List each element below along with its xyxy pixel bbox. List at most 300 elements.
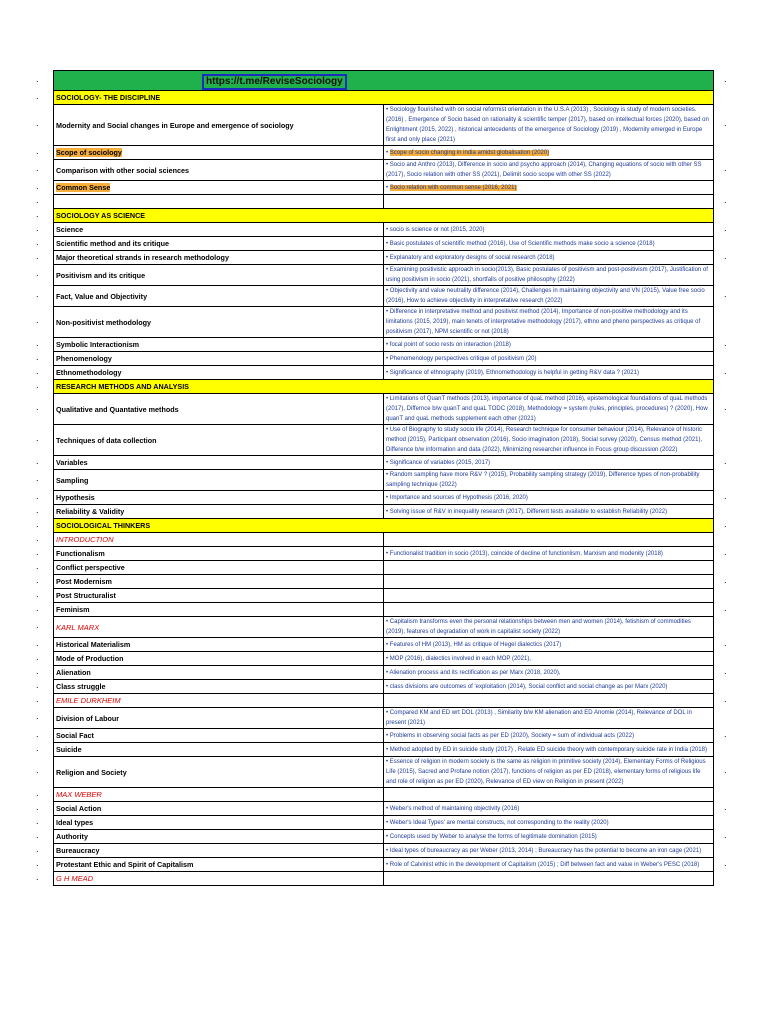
topic-name — [54, 160, 384, 181]
bullet-icon: • — [386, 309, 390, 315]
topic-label: Mode of Production — [56, 654, 124, 663]
question-list — [384, 858, 714, 872]
margin-dot: . — [724, 693, 727, 704]
bullet-icon: • — [386, 759, 390, 765]
topic-name — [54, 844, 384, 858]
question-text: Solving issue of R&V in inequality research (2017), Different tests available to establish Reliability (2022) — [389, 508, 668, 515]
margin-dot: . — [36, 871, 39, 882]
topic-label: Comparison with other social sciences — [56, 165, 190, 175]
question-list — [384, 666, 714, 680]
bullet-icon: • — [386, 819, 390, 826]
margin-dot: . — [724, 801, 727, 812]
topic-name — [54, 105, 384, 146]
bullet-icon: • — [386, 162, 390, 168]
topic-row-techniques-of-data-collection — [54, 425, 714, 456]
question-list — [384, 830, 714, 844]
topic-name — [54, 802, 384, 816]
topic-label: Post Modernism — [56, 577, 112, 586]
question-text: Use of Biography to study socio life (2014), Research technique for consumer behaviour (2014), Relevance of historic method (2015), Participant observation (2016), Socio imagination (2018), Social survey (2020), Census method (2021), Difference b/w information and data (2022), Minimizing researcher influence in Focus group discussion (2022) — [386, 427, 703, 453]
topic-name — [54, 666, 384, 680]
margin-dot: . — [36, 651, 39, 662]
question-text: Capitalism transforms even the personal relationships between men and women (2014), fetishism of commodities (2019), features of degradation of work in capitalist society (2022) — [386, 619, 691, 635]
margin-dot: . — [36, 693, 39, 704]
bullet-icon: • — [386, 861, 390, 868]
bullet-icon: • — [386, 669, 390, 676]
margin-dot: . — [724, 490, 727, 501]
topic-label: Ethnomethodology — [56, 368, 122, 377]
margin-dot: . — [36, 180, 39, 191]
margin-dot: . — [36, 402, 39, 412]
margin-dot: . — [724, 455, 727, 466]
question-list — [384, 872, 714, 886]
thinker-row-introduction — [54, 533, 714, 547]
margin-dot: . — [36, 665, 39, 676]
margin-dot: . — [36, 268, 39, 278]
topic-name — [54, 265, 384, 286]
margin-dot: . — [36, 711, 39, 721]
margin-dot: . — [36, 473, 39, 483]
margin-dot: . — [724, 518, 727, 529]
topic-row-alienation — [54, 666, 714, 680]
margin-dot: . — [36, 574, 39, 585]
topic-name — [54, 816, 384, 830]
topic-row-religion-and-society — [54, 757, 714, 788]
question-list — [384, 788, 714, 802]
margin-dot: . — [724, 546, 727, 557]
topic-label: MAX WEBER — [56, 790, 102, 799]
question-list — [384, 456, 714, 470]
topic-label: Sampling — [56, 475, 89, 485]
margin-dot: . — [36, 829, 39, 840]
bullet-icon: • — [386, 427, 390, 433]
topic-name — [54, 307, 384, 338]
thinker-name — [54, 872, 384, 886]
question-text: Phenomenology perspectives critique of positivism (20) — [389, 355, 537, 362]
bullet-icon: • — [386, 288, 390, 294]
topic-label: Functionalism — [56, 549, 105, 558]
topic-name — [54, 394, 384, 425]
question-list — [384, 589, 714, 603]
margin-dot: . — [36, 73, 39, 84]
bullet-icon: • — [386, 833, 390, 840]
topic-row-post-structuralist — [54, 589, 714, 603]
bullet-icon: • — [386, 732, 390, 739]
topic-row-qualitative-and-quantative-methods — [54, 394, 714, 425]
margin-dot: . — [724, 337, 727, 348]
margin-dot: . — [724, 163, 727, 173]
margin-dot: . — [724, 637, 727, 648]
topic-name — [54, 652, 384, 666]
bullet-icon: • — [386, 184, 390, 191]
topic-label: Qualitative and Quantative methods — [56, 404, 179, 414]
bullet-icon: • — [386, 655, 390, 662]
question-list — [384, 146, 714, 160]
margin-dot: . — [724, 402, 727, 412]
question-text: Examining positivistic approach in socio(2013), Basic postulates of positivism and post-positivism (2017), Justification of using positivism in socio (2021), shortfalls of positive philosophy (2022) — [386, 267, 708, 283]
margin-dot: . — [36, 801, 39, 812]
question-list — [384, 802, 714, 816]
bullet-icon: • — [386, 459, 390, 466]
question-text: Objectivity and value neutrality difference (2014), Challenges in maintaining objectivity and VN (2015), Value free socio (2016), How to achieve objectivity in interpretative research (2022) — [386, 288, 705, 304]
topic-label: EMILE DURKHEIM — [56, 696, 121, 705]
question-text: Significance of ethnography (2019), Ethnomethodology is helpful in getting R&V data ? (2021) — [389, 369, 639, 376]
question-list — [384, 844, 714, 858]
topic-label: Conflict perspective — [56, 563, 125, 572]
margin-dot: . — [36, 518, 39, 529]
section-title: RESEARCH METHODS AND ANALYSIS — [54, 380, 714, 394]
topic-label: Division of Labour — [56, 713, 120, 723]
topic-row-conflict-perspective — [54, 561, 714, 575]
topic-row-scope-of-sociology — [54, 146, 714, 160]
topic-name — [54, 223, 384, 237]
topic-row-social-action — [54, 802, 714, 816]
topic-name — [54, 352, 384, 366]
bullet-icon: • — [386, 619, 390, 625]
topic-label: Authority — [56, 832, 88, 841]
question-text: Alienation process and its rectification as per Marx (2018, 2020), — [389, 669, 561, 676]
topic-label: Modernity and Social changes in Europe and emergence of sociology — [56, 120, 294, 130]
margin-dot: . — [36, 504, 39, 515]
question-list — [384, 394, 714, 425]
bullet-icon: • — [386, 149, 390, 156]
topic-row-ethnomethodology — [54, 366, 714, 380]
topic-label: Techniques of data collection — [56, 435, 157, 445]
question-text: Sociology flourished with on social reformist orientation in the U.S.A (2013) , Sociology is study of modern societies. (2016) , Emergence of Socio based on rationality & scientific temper (2017), based on intellectual forces (2020), based on Enlightment (2015, 2022) , historical antecedents of the emergence of Sociology (2019) , Modernity emerged in Europe first and only place (2021) — [386, 107, 709, 143]
margin-dot: . — [36, 602, 39, 613]
topic-label: INTRODUCTION — [56, 535, 114, 544]
margin-dot: . — [36, 728, 39, 739]
question-list — [384, 425, 714, 456]
question-list — [384, 638, 714, 652]
question-list — [384, 575, 714, 589]
topic-label: Social Fact — [56, 731, 94, 740]
topic-name — [54, 456, 384, 470]
question-text: socio is science or not (2015, 2020) — [389, 226, 485, 233]
question-text: Functionalist tradition in socio (2013), coincide of decline of functionlism, Marxism and modenity (2018) — [389, 550, 663, 557]
margin-dot: . — [36, 433, 39, 443]
margin-dot: . — [36, 679, 39, 690]
question-text: Limitations of QuanT methods (2013), importance of quaL method (2016), epistemological foundations of quaL methods (2017), Differnce b/w quanT and quaL TODC (2018), Methodology = system (rules, principles, procedures) ? (2020), How quanT and quaL methods supplement each other (2021) — [386, 396, 708, 422]
margin-dot: . — [724, 602, 727, 613]
topic-row-common-sense — [54, 181, 714, 195]
topic-row-protestant-ethic-and-spirit-of-capitalism — [54, 858, 714, 872]
section-header — [54, 380, 714, 394]
topic-row-post-modernism — [54, 575, 714, 589]
question-list — [384, 265, 714, 286]
topic-label: Scope of sociology — [56, 148, 122, 157]
thinker-name — [54, 617, 384, 638]
bullet-icon: • — [386, 472, 390, 478]
margin-dot: . — [724, 665, 727, 676]
topic-name — [54, 589, 384, 603]
topic-row-authority — [54, 830, 714, 844]
question-list — [384, 160, 714, 181]
bullet-icon: • — [386, 847, 390, 854]
margin-dot: . — [724, 765, 727, 775]
section-title: SOCIOLOGY AS SCIENCE — [54, 209, 714, 223]
margin-dot: . — [36, 194, 39, 205]
topic-name — [54, 638, 384, 652]
topic-label: Non-positivist methodology — [56, 317, 152, 327]
topic-row-comparison-with-other-social-sciences — [54, 160, 714, 181]
question-list — [384, 251, 714, 265]
margin-dot: . — [36, 637, 39, 648]
margin-dot: . — [36, 815, 39, 826]
topic-label: Symbolic Interactionism — [56, 340, 140, 349]
question-text: Socio relation with common sense (2016, 2021) — [389, 184, 517, 191]
topic-row-sampling — [54, 470, 714, 491]
topic-name — [54, 680, 384, 694]
topic-row-functionalism — [54, 547, 714, 561]
question-text: Ideal types of bureaucracy as per Weber (2013, 2014) ; Bureaucracy has the potential to become an iron cage (2021) — [389, 847, 702, 854]
question-list — [384, 338, 714, 352]
topic-name — [54, 757, 384, 788]
topic-label: Variables — [56, 458, 88, 467]
topic-label: Scientific method and its critique — [56, 239, 170, 248]
topic-row-historical-materialism — [54, 638, 714, 652]
topic-row-symbolic-interactionism — [54, 338, 714, 352]
topic-label: G H MEAD — [56, 874, 94, 883]
topic-row-reliability-validity — [54, 505, 714, 519]
topic-label: Religion and Society — [56, 767, 127, 777]
bullet-icon: • — [386, 369, 390, 376]
bullet-icon: • — [386, 267, 390, 273]
bullet-icon: • — [386, 508, 390, 515]
topic-label: Bureaucracy — [56, 846, 100, 855]
question-list — [384, 694, 714, 708]
margin-dot: . — [36, 315, 39, 325]
question-text: focal point of socio rests on interaction (2018) — [389, 341, 511, 348]
bullet-icon: • — [386, 341, 390, 348]
question-text: MOP (2016), dialectics involved in each MOP (2021), — [389, 655, 531, 662]
bullet-icon: • — [386, 107, 390, 113]
topic-name — [54, 561, 384, 575]
topic-name — [54, 181, 384, 195]
section-title: SOCIOLOGICAL THINKERS — [54, 519, 714, 533]
topic-row-phenomenology — [54, 352, 714, 366]
question-list — [384, 757, 714, 788]
topic-row-class-struggle — [54, 680, 714, 694]
topic-name — [54, 858, 384, 872]
margin-dot: . — [724, 289, 727, 299]
question-text: class divisions are outcomes of 'exploitation (2014), Social conflict and social change as per Marx (2020) — [389, 683, 668, 690]
syllabus-table — [53, 70, 714, 886]
margin-dot: . — [36, 208, 39, 219]
margin-dot: . — [724, 365, 727, 376]
margin-dot: . — [36, 118, 39, 128]
thinker-row-emile-durkheim — [54, 694, 714, 708]
bullet-icon: • — [386, 710, 390, 716]
section-header — [54, 91, 714, 105]
question-list — [384, 652, 714, 666]
topic-row-modernity-and-social-changes-in-europe-and-emergence-of-sociology — [54, 105, 714, 146]
question-list — [384, 617, 714, 638]
question-text: Problems in observing social facts as per ED (2020), Society = sum of individual acts (2022) — [389, 732, 635, 739]
margin-dot: . — [36, 163, 39, 173]
margin-dot: . — [36, 337, 39, 348]
question-list — [384, 547, 714, 561]
bullet-icon: • — [386, 240, 390, 247]
margin-dot: . — [36, 365, 39, 376]
topic-row-mode-of-production — [54, 652, 714, 666]
question-list — [384, 603, 714, 617]
topic-row-social-fact — [54, 729, 714, 743]
topic-label: Social Action — [56, 804, 102, 813]
question-text: Importance and sources of Hypothesis (2016, 2020) — [389, 494, 528, 501]
question-text: Compared KM and ED wrt DOL (2013) , Similarity b/w KM alienation and ED Anomie (2014), Relevance of DOL in present (2021) — [386, 710, 692, 726]
topic-name — [54, 575, 384, 589]
question-text: Weber's method of maintaining objectivity (2016) — [389, 805, 520, 812]
topic-name — [54, 729, 384, 743]
topic-row-fact-value-and-objectivity — [54, 286, 714, 307]
bullet-icon: • — [386, 683, 390, 690]
bullet-icon: • — [386, 494, 390, 501]
topic-row-division-of-labour — [54, 708, 714, 729]
bullet-icon: • — [386, 254, 390, 261]
margin-dot: . — [36, 455, 39, 466]
thinker-name — [54, 533, 384, 547]
margin-dot: . — [724, 857, 727, 868]
topic-label: Reliability & Validity — [56, 507, 125, 516]
margin-dot: . — [36, 532, 39, 543]
link-row — [54, 71, 714, 91]
margin-dot: . — [36, 787, 39, 798]
margin-dot: . — [36, 843, 39, 854]
topic-name — [54, 146, 384, 160]
topic-row-bureaucracy — [54, 844, 714, 858]
margin-dot: . — [724, 829, 727, 840]
margin-dot: . — [36, 765, 39, 775]
question-text: Role of Calvinist ethic in the development of Capitalism (2015) ; Diff between fact and value in Weber's PESC (2018) — [389, 861, 700, 868]
blank-row — [54, 195, 714, 209]
topic-name — [54, 708, 384, 729]
question-list — [384, 366, 714, 380]
margin-dot: . — [36, 250, 39, 261]
topic-name — [54, 743, 384, 757]
topic-row-variables — [54, 456, 714, 470]
bullet-icon: • — [386, 355, 390, 362]
topic-label: Science — [56, 225, 84, 234]
bullet-icon: • — [386, 550, 390, 557]
question-list — [384, 105, 714, 146]
topic-name — [54, 830, 384, 844]
margin-dot: . — [36, 379, 39, 390]
topic-label: Major theoretical strands in research methodology — [56, 253, 229, 262]
margin-dot: . — [36, 620, 39, 630]
margin-dot: . — [36, 588, 39, 599]
question-list — [384, 708, 714, 729]
margin-dot: . — [724, 574, 727, 585]
topic-row-scientific-method-and-its-critique — [54, 237, 714, 251]
margin-dot: . — [36, 560, 39, 571]
margin-dot: . — [36, 236, 39, 247]
topic-row-positivism-and-its-critique — [54, 265, 714, 286]
topic-label: Ideal types — [56, 818, 94, 827]
topic-row-suicide — [54, 743, 714, 757]
question-list — [384, 816, 714, 830]
margin-dot: . — [724, 222, 727, 233]
topic-label: Protestant Ethic and Spirit of Capitalism — [56, 860, 194, 869]
bullet-icon: • — [386, 226, 390, 233]
topic-label: Class struggle — [56, 682, 106, 691]
section-header — [54, 519, 714, 533]
margin-dot: . — [36, 857, 39, 868]
topic-name — [54, 491, 384, 505]
question-list — [384, 352, 714, 366]
question-text: Random sampling have more R&V ? (2015), Probability sampling strategy (2019), Difference types of non-probability sampling technique (2022) — [386, 472, 700, 488]
topic-row-science — [54, 223, 714, 237]
question-list — [384, 237, 714, 251]
question-text: Essence of religion in modern society is the same as religion in primitive society (2014), Elementary Forms of Religious Life (2015), Sacred and Profane notion (2017), functions of religion as per ED (2018), elementary forms of religious life and role of religion as per ED (2020), Relevance of ED view on Religion in present (2022) — [386, 759, 706, 785]
topic-row-major-theoretical-strands-in-research-methodology — [54, 251, 714, 265]
question-text: Explanatory and exploratory designs of social research (2018) — [389, 254, 555, 261]
bullet-icon: • — [386, 641, 390, 648]
topic-row-hypothesis — [54, 491, 714, 505]
question-text: Scope of socio changing in india amidst globalisation (2020) — [389, 149, 550, 156]
question-list — [384, 729, 714, 743]
topic-name — [54, 237, 384, 251]
topic-label: Post Structuralist — [56, 591, 116, 600]
topic-name — [54, 286, 384, 307]
margin-dot: . — [36, 742, 39, 753]
margin-dot: . — [724, 194, 727, 205]
topic-row-feminism — [54, 603, 714, 617]
margin-dot: . — [36, 222, 39, 233]
question-text: Difference in interpretative method and positivist method (2014), Importance of non-positive methodology and its limitations (2015, 2019), main tenets of interpretative methodology (2017), ethno and pheno perspectives as critique of positivism (2017), NPM scientific or not (2018) — [386, 309, 701, 335]
topic-label: Positivism and its critique — [56, 270, 146, 280]
question-text: Significance of variables (2015, 2017) — [389, 459, 491, 466]
topic-row-non-positivist-methodology — [54, 307, 714, 338]
topic-name — [54, 251, 384, 265]
topic-label: Fact, Value and Objectivity — [56, 291, 148, 301]
question-text: Concepts used by Weber to analyse the forms of legitimate domination (2015) — [389, 833, 597, 840]
margin-dot: . — [724, 728, 727, 739]
margin-dot: . — [724, 118, 727, 128]
question-text: Weber's Ideal Types' are mental constructs, not corresponding to the reality (2020) — [389, 819, 609, 826]
margin-dot: . — [36, 546, 39, 557]
question-text: Features of HM (2013), HM as critique of Hegel dialectics (2017) — [389, 641, 562, 648]
telegram-link[interactable]: https://t.me/ReviseSociology — [202, 74, 347, 90]
topic-name — [54, 366, 384, 380]
margin-dot: . — [36, 351, 39, 362]
topic-label: Common Sense — [56, 183, 111, 192]
thinker-name — [54, 694, 384, 708]
thinker-name — [54, 788, 384, 802]
question-text: Method adopted by ED in suicide study (2017) , Relate ED suicide theory with contemporary suicide rate in India (2018) — [389, 746, 707, 753]
topic-label: Feminism — [56, 605, 90, 614]
question-list — [384, 680, 714, 694]
topic-name — [54, 603, 384, 617]
question-list — [384, 470, 714, 491]
question-list — [384, 561, 714, 575]
question-text: Socio and Anthro (2013), Difference in socio and psycho approach (2014), Changing equations of socio with other SS (2017), Socio relation with other SS (2021), Delimit socio scope with other SS (2022) — [386, 162, 702, 178]
question-list — [384, 491, 714, 505]
question-list — [384, 181, 714, 195]
margin-dot: . — [36, 145, 39, 156]
bullet-icon: • — [386, 805, 390, 812]
question-list — [384, 505, 714, 519]
question-list — [384, 223, 714, 237]
question-list — [384, 533, 714, 547]
thinker-row-max-weber — [54, 788, 714, 802]
section-header — [54, 209, 714, 223]
topic-label: Historical Materialism — [56, 640, 131, 649]
margin-dot: . — [724, 73, 727, 84]
question-list — [384, 307, 714, 338]
question-list — [384, 286, 714, 307]
thinker-row-karl-marx — [54, 617, 714, 638]
section-title: SOCIOLOGY- THE DISCIPLINE — [54, 91, 714, 105]
